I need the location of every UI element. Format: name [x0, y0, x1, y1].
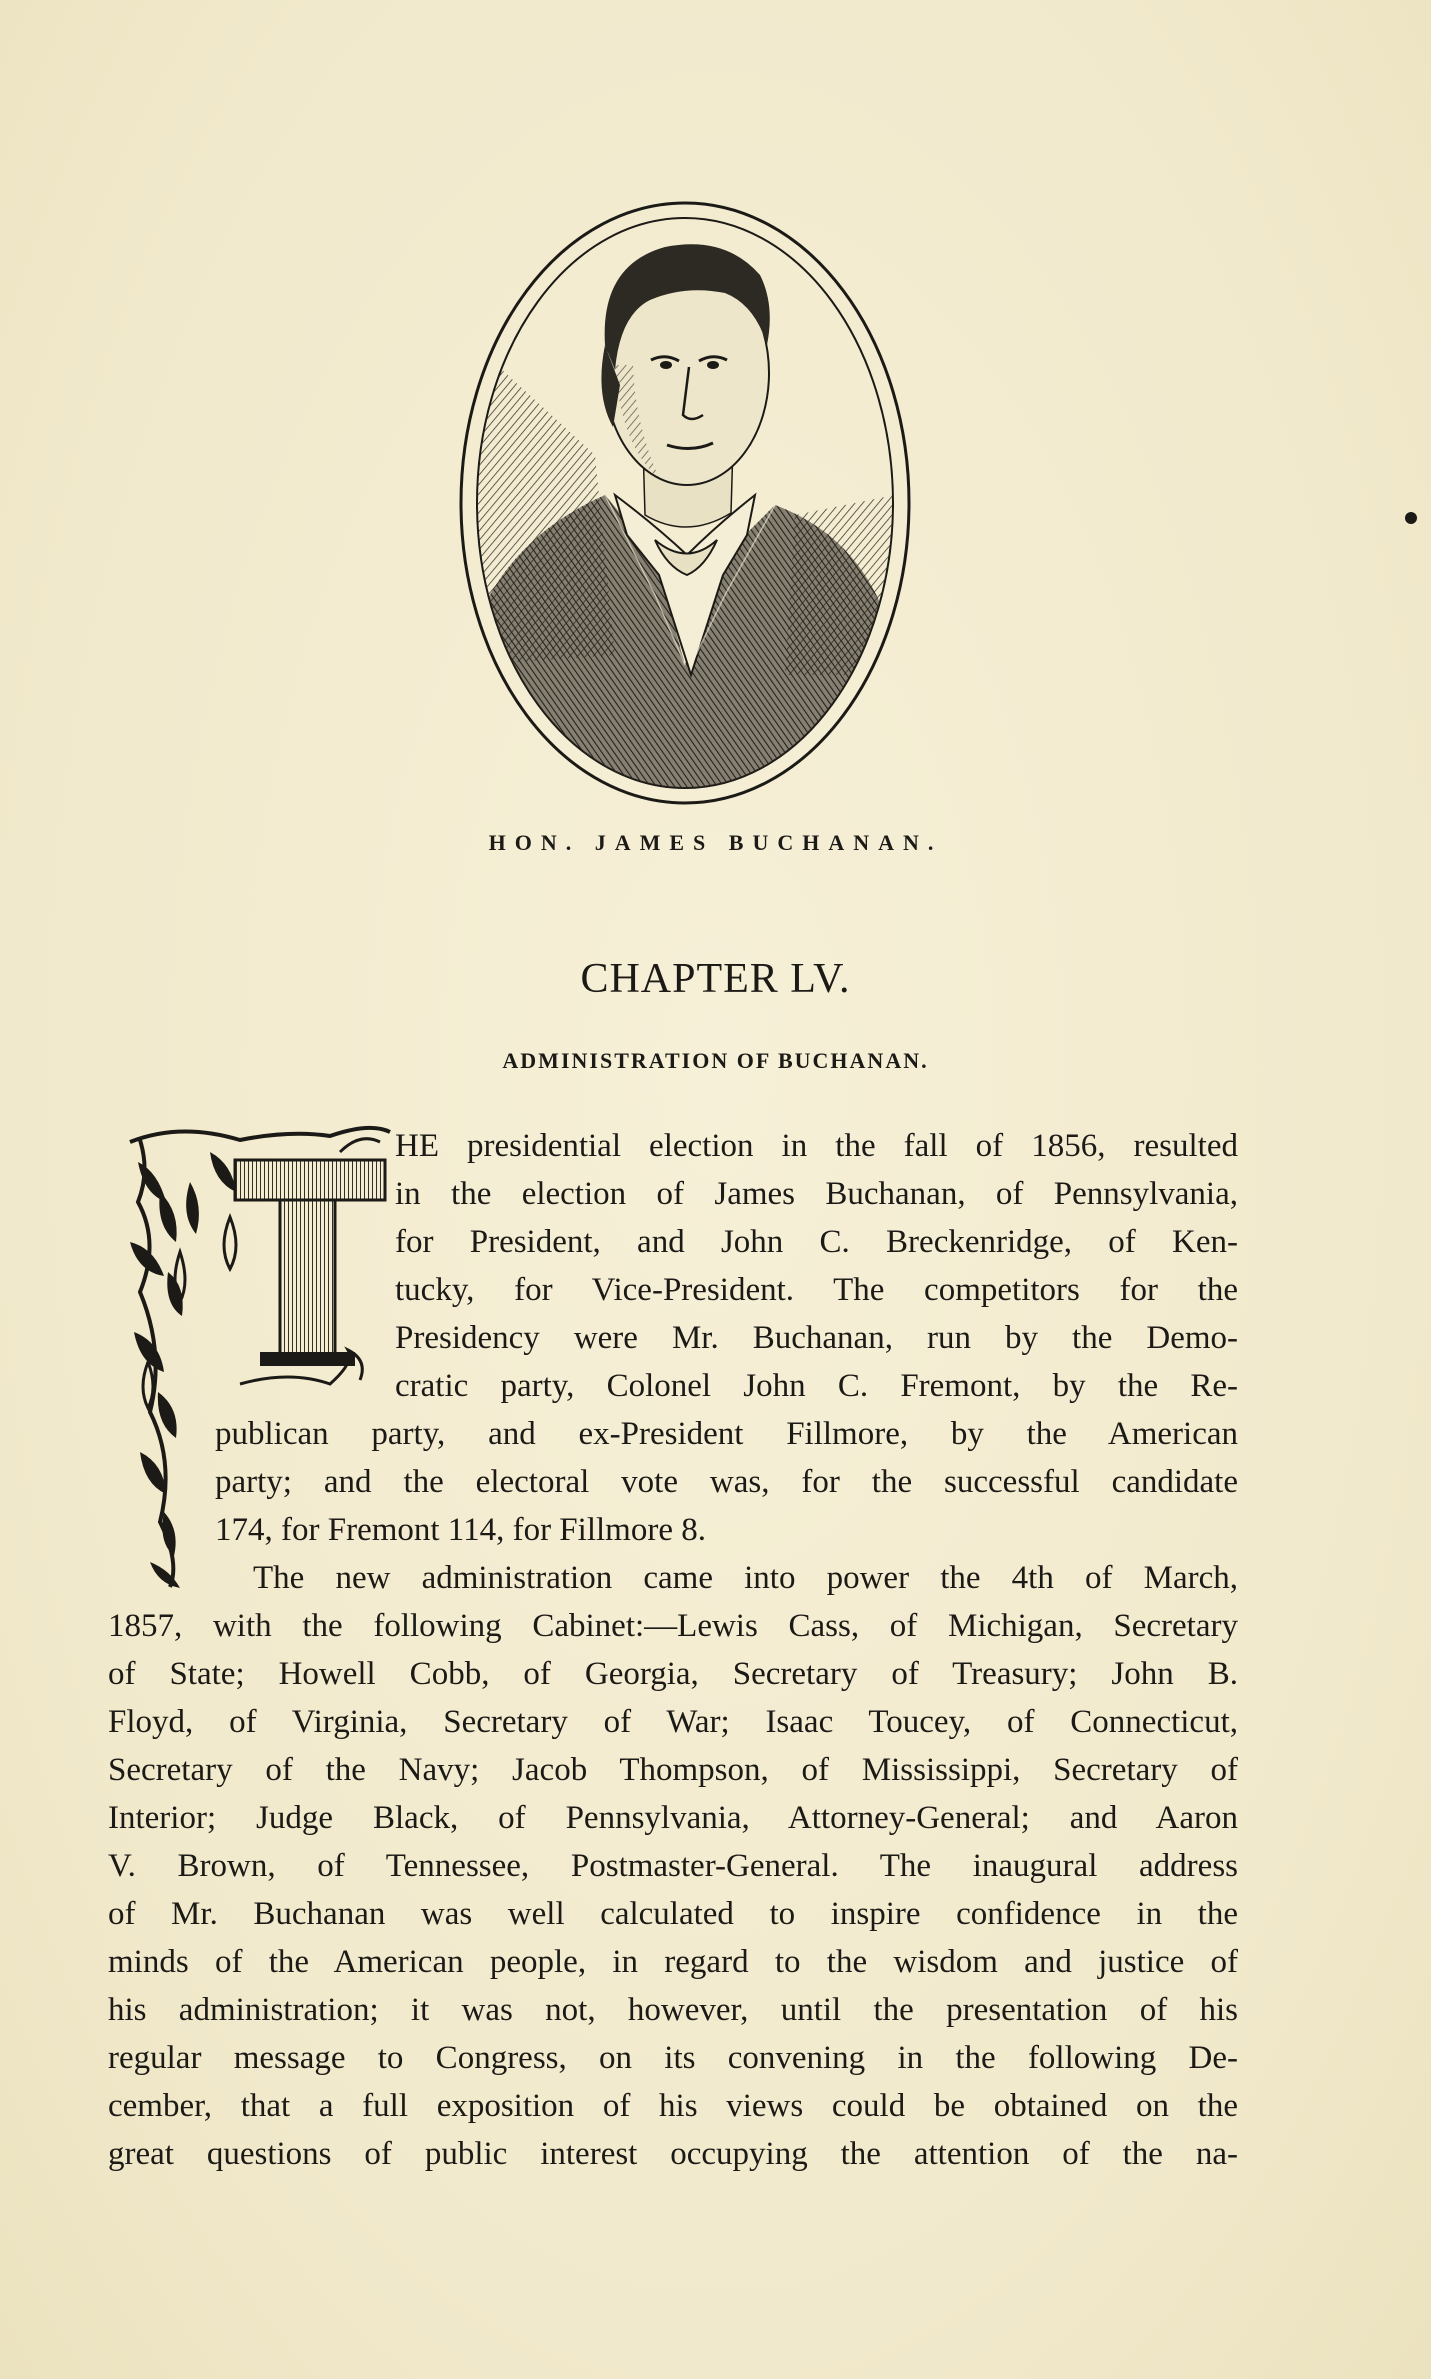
body-line: party; and the electoral vote was, for the successful candidate: [215, 1464, 1238, 1500]
portrait-caption: HON. JAMES BUCHANAN.: [488, 830, 943, 855]
body-line: tucky, for Vice-President. The competitors for the: [395, 1272, 1238, 1308]
body-line: The new administration came into power the 4th of March,: [253, 1560, 1238, 1596]
body-line: Interior; Judge Black, of Pennsylvania, Attorney-General; and Aaron: [108, 1800, 1238, 1836]
body-line: cember, that a full exposition of his views could be obtained on the: [108, 2088, 1238, 2124]
body-line: of Mr. Buchanan was well calculated to inspire confidence in the: [108, 1896, 1238, 1932]
body-line: Floyd, of Virginia, Secretary of War; Isaac Toucey, of Connecticut,: [108, 1704, 1238, 1740]
portrait-engraving: [455, 195, 915, 811]
body-line: V. Brown, of Tennessee, Postmaster-General. The inaugural address: [108, 1848, 1238, 1884]
body-line: for President, and John C. Breckenridge, of Ken-: [395, 1224, 1238, 1260]
chapter-title: CHAPTER LV.: [580, 956, 851, 1002]
body-line: of State; Howell Cobb, of Georgia, Secretary of Treasury; John B.: [108, 1656, 1238, 1692]
body-line: HE presidential election in the fall of 1856, resulted: [395, 1128, 1238, 1164]
body-line: cratic party, Colonel John C. Fremont, by the Re-: [395, 1368, 1238, 1404]
body-line: in the election of James Buchanan, of Pennsylvania,: [395, 1176, 1238, 1212]
body-line: publican party, and ex-President Fillmore, by the American: [215, 1416, 1238, 1452]
ink-spot: [1405, 512, 1417, 524]
body-line: 174, for Fremont 114, for Fillmore 8.: [215, 1512, 706, 1548]
body-line: minds of the American people, in regard to the wisdom and justice of: [108, 1944, 1238, 1980]
body-line: his administration; it was not, however, until the presentation of his: [108, 1992, 1238, 2028]
body-line: great questions of public interest occupying the attention of the na-: [108, 2136, 1238, 2172]
body-line: 1857, with the following Cabinet:—Lewis Cass, of Michigan, Secretary: [108, 1608, 1238, 1644]
body-line: regular message to Congress, on its convening in the following De-: [108, 2040, 1238, 2076]
chapter-subtitle: ADMINISTRATION OF BUCHANAN.: [502, 1048, 929, 1073]
body-line: Presidency were Mr. Buchanan, run by the Demo-: [395, 1320, 1238, 1356]
body-line: Secretary of the Navy; Jacob Thompson, of Mississippi, Secretary of: [108, 1752, 1238, 1788]
